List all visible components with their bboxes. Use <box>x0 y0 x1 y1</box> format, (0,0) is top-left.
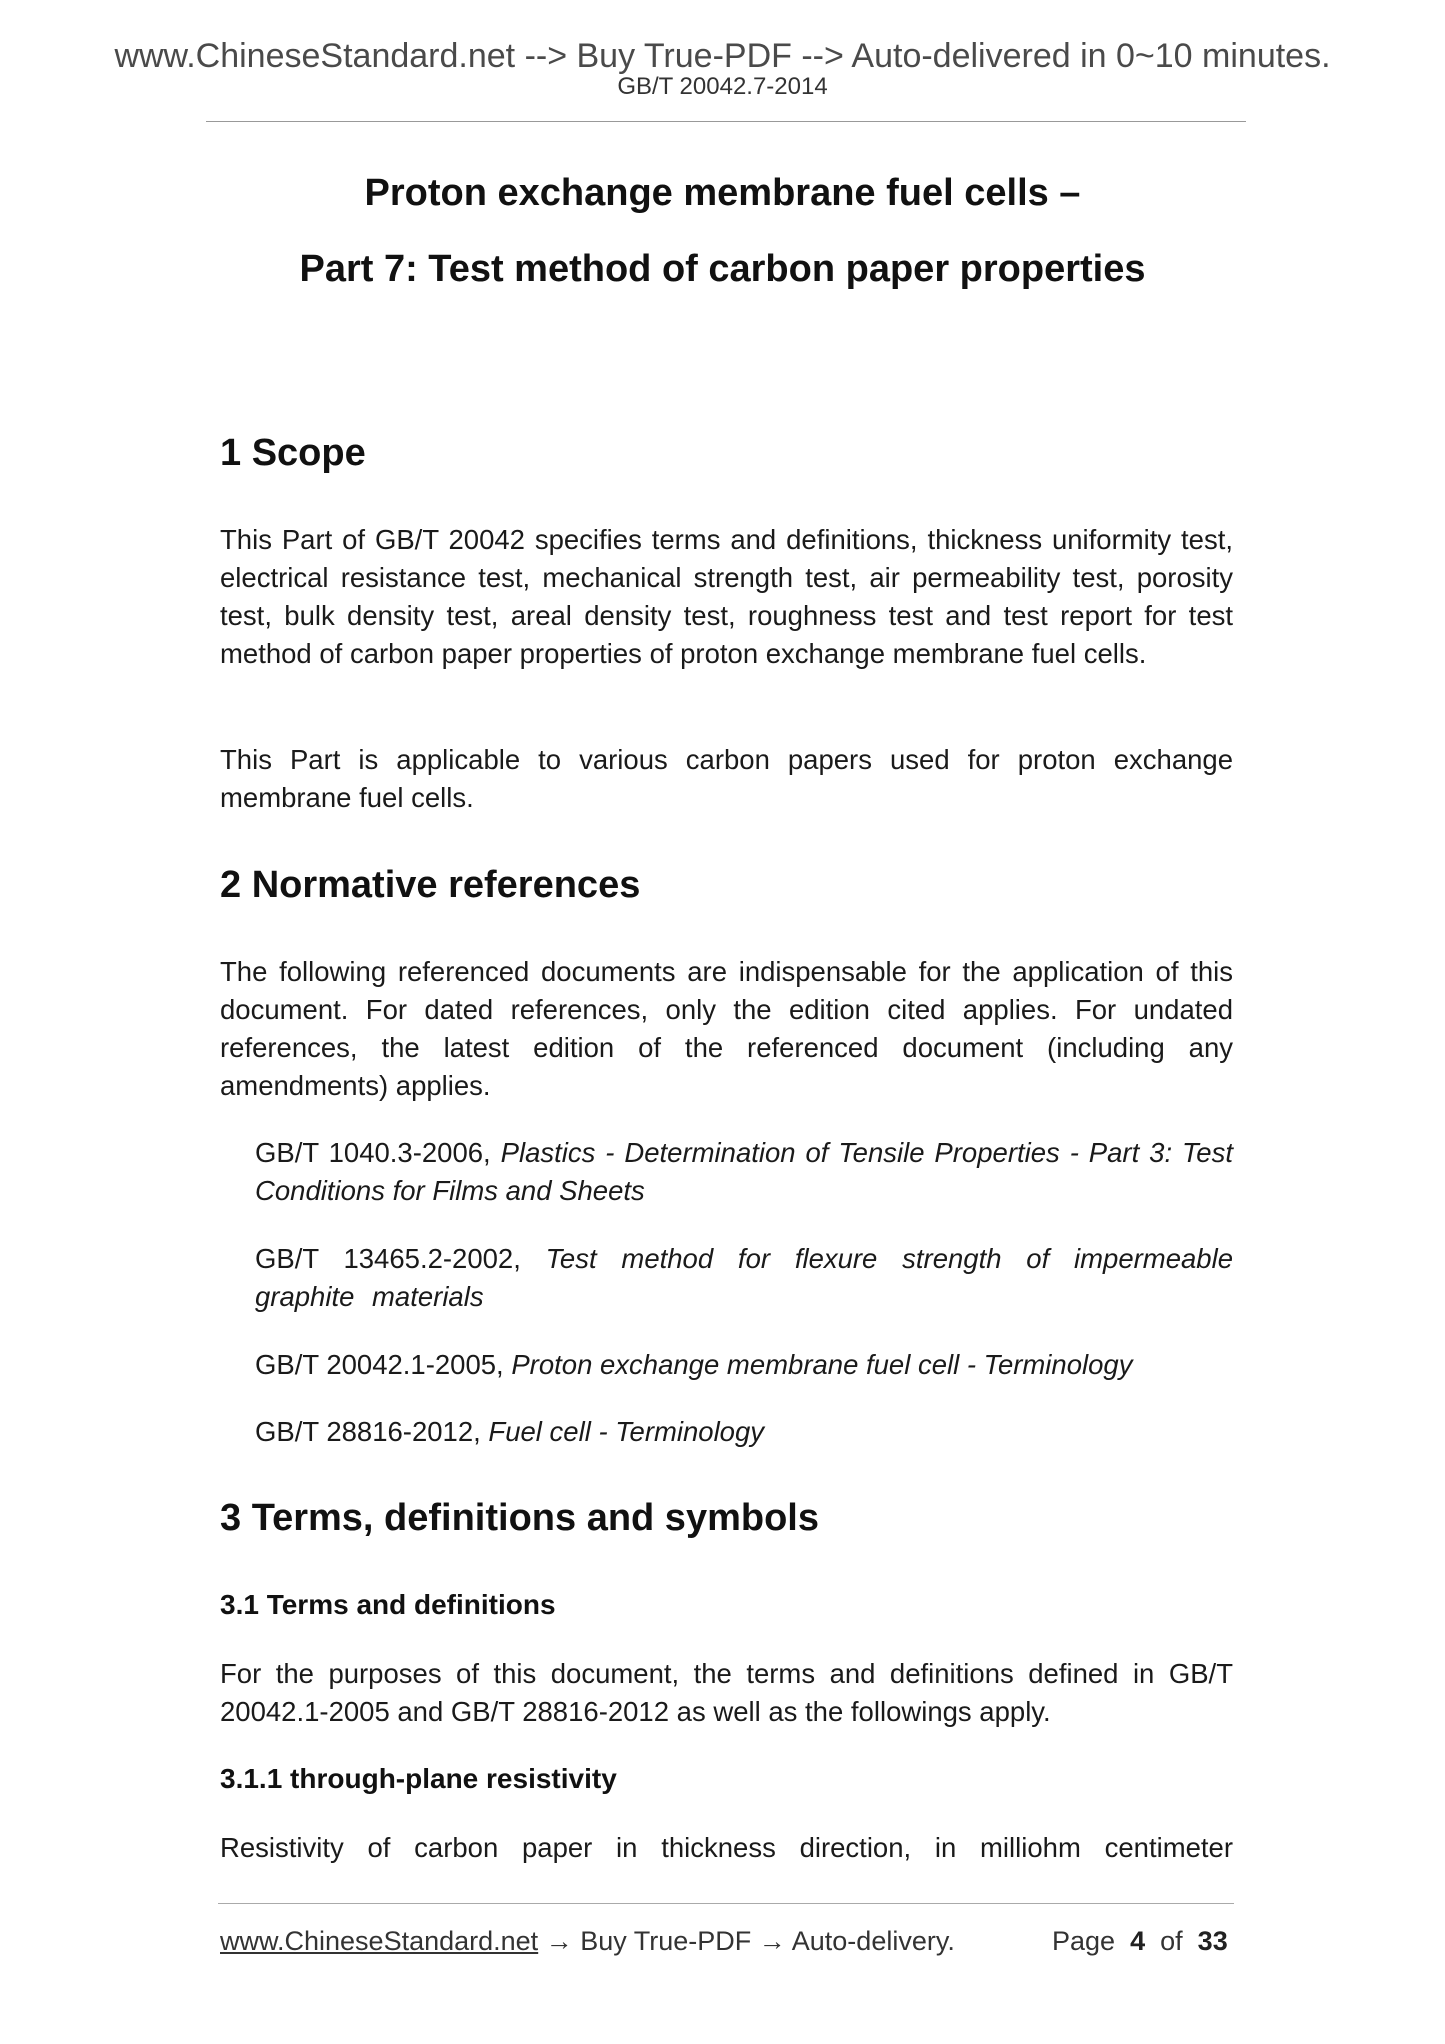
scope-paragraph-2: This Part is applicable to various carbon papers used for proton exchange membrane fuel cells. <box>220 744 1233 813</box>
footer-promo <box>220 1924 955 1958</box>
page-label: Page <box>1052 1926 1116 1956</box>
page-indicator <box>1052 1924 1228 1958</box>
footer-site-link[interactable]: www.ChineseStandard.net <box>220 1926 539 1956</box>
subsection-heading-terms-definitions: 3.1 Terms and definitions <box>220 1589 556 1620</box>
scope-paragraph-1: This Part of GB/T 20042 specifies terms and definitions, thickness uniformity test, electrical resistance test, mechanical strength test, air permeability test, porosity test, bulk density test, areal density test, roughness test and test report for test method of carbon paper properties of proton exchange membrane fuel cells. <box>220 524 1233 669</box>
through-plane-resistivity-paragraph: Resistivity of carbon paper in thickness direction, in milliohm centimeter <box>220 1832 1233 1863</box>
page-number: 4 <box>1130 1926 1146 1956</box>
source-banner: www.ChineseStandard.net --> Buy True-PDF --> Auto-delivered in 0~10 minutes. <box>114 37 1331 75</box>
reference-item <box>255 1413 1233 1451</box>
reference-item <box>255 1346 1233 1384</box>
reference-item <box>255 1240 1233 1316</box>
of-label: of <box>1160 1926 1183 1956</box>
footer-buy-text: Buy True-PDF <box>580 1926 752 1956</box>
section-heading-normative-references: 2 Normative references <box>220 864 641 906</box>
arrow-right-icon: → <box>538 1926 581 1956</box>
footer-delivery-text: Auto-delivery. <box>791 1926 955 1956</box>
arrow-right-icon: → <box>751 1926 792 1956</box>
total-pages: 33 <box>1197 1926 1228 1956</box>
section-heading-scope: 1 Scope <box>220 432 366 474</box>
reference-code: GB/T 20042.1-2005, <box>255 1349 512 1380</box>
document-id: GB/T 20042.7-2014 <box>617 73 828 100</box>
reference-code: GB/T 28816-2012, <box>255 1416 489 1447</box>
terms-definitions-paragraph: For the purposes of this document, the terms and definitions defined in GB/T 20042.1-2005 and GB/T 28816-2012 as well as the followings apply. <box>220 1658 1233 1727</box>
section-heading-terms: 3 Terms, definitions and symbols <box>220 1497 819 1539</box>
footer-divider <box>218 1903 1234 1904</box>
reference-code: GB/T 13465.2-2002, <box>255 1243 546 1274</box>
reference-code: GB/T 1040.3-2006, <box>255 1137 501 1168</box>
reference-title: Proton exchange membrane fuel cell - Terminology <box>511 1349 1133 1380</box>
document-title-line-1: Proton exchange membrane fuel cells – <box>364 172 1081 214</box>
reference-title: Test method for flexure strength of impermeable graphite materials <box>255 1243 1233 1312</box>
reference-title: Fuel cell - Terminology <box>488 1416 765 1447</box>
document-title-line-2: Part 7: Test method of carbon paper properties <box>299 248 1146 290</box>
normative-intro-paragraph: The following referenced documents are indispensable for the application of this document. For dated references, only the edition cited applies. For undated references, the latest edition of the referenced document (including any amendments) applies. <box>220 956 1233 1101</box>
header-divider <box>206 121 1246 122</box>
reference-item <box>255 1134 1233 1210</box>
reference-title: Plastics - Determination of Tensile Properties - Part 3: Test Conditions for Films and Sheets <box>255 1137 1233 1206</box>
subsection-heading-through-plane-resistivity: 3.1.1 through-plane resistivity <box>220 1763 617 1794</box>
